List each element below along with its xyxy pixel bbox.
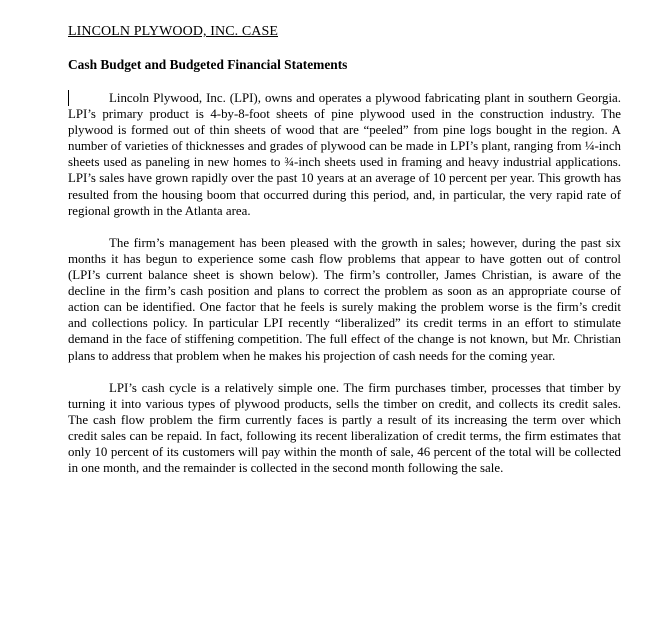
paragraph-1: Lincoln Plywood, Inc. (LPI), owns and operates a plywood fabricating plant in southern Georgia. LPI’s primary product is 4-by-8-foot sheets of pine plywood used in the construction industry. The plywood is formed out of thin sheets of wood that are “peeled” from pine logs bought in the region. A number of varieties of thicknesses and grades of plywood can be made in LPI’s plant, ranging from ¼-inch sheets used as paneling in new homes to ¾-inch sheets used in framing and heavy industrial applications. LPI’s sales have grown rapidly over the past 10 years at an average of 10 percent per year. This growth has resulted from the housing boom that occurred during this period, and, in particular, the very rapid rate of regional growth in the Atlanta area.	[68, 91, 621, 218]
paragraph-2: The firm’s management has been pleased with the growth in sales; however, during the past six months it has begun to experience some cash flow problems that appear to have gotten out of control (LPI’s current balance sheet is shown below). The firm’s controller, James Christian, is aware of the decline in the firm’s cash position and plans to correct the problem as soon as an appropriate course of action can be identified. One factor that he feels is surely making the problem worse is the firm’s credit and collections policy. In particular LPI recently “liberalized” its credit terms in an effort to stimulate demand in the face of stiffening competition. The full effect of the change is not known, but Mr. Christian plans to address that problem when he makes his projection of cash needs for the coming year.	[68, 235, 621, 363]
document-body[interactable]	[68, 90, 621, 492]
paragraph-3: LPI’s cash cycle is a relatively simple one. The firm purchases timber, processes that timber by turning it into various types of plywood products, sells the timber on credit, and collects its credit sales. The cash flow problem the firm currently faces is partly a result of its increasing the term over which credit sales can be repaid. In fact, following its recent liberalization of credit terms, the firm estimates that only 10 percent of its customers will pay within the month of sale, 46 percent of the total will be collected in one month, and the remainder is collected in the second month following the sale.	[68, 380, 621, 476]
section-heading: Cash Budget and Budgeted Financial Statements	[68, 57, 348, 72]
case-title: LINCOLN PLYWOOD, INC. CASE	[68, 24, 279, 39]
